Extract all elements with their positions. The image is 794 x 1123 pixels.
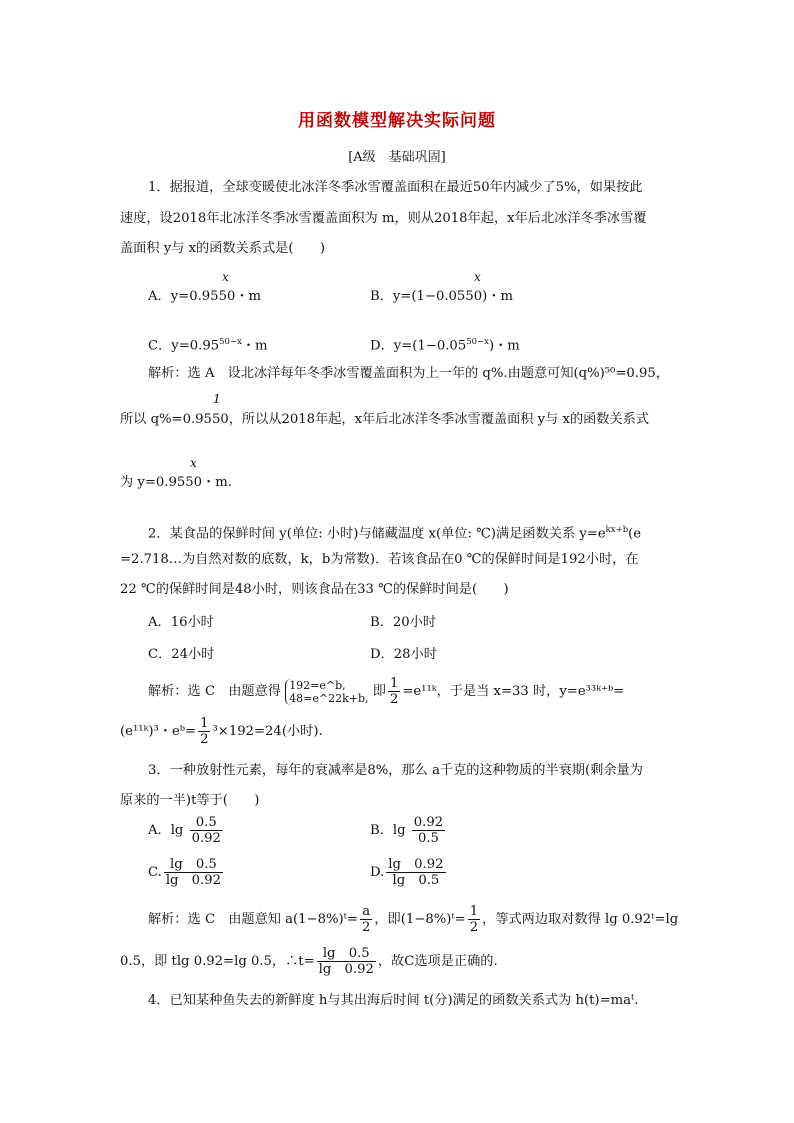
q2-stem-exponent: kx+b <box>605 525 629 535</box>
q3-answer-mid: ，即(1−8%)ᵗ= <box>374 912 466 927</box>
fraction-numerator: lg 0.5 <box>164 857 223 873</box>
q2-answer-mid: 即 <box>372 684 386 699</box>
q3-stem-line1: 3．一种放射性元素，每年的衰减率是8%，那么 a千克的这种物质的半衰期(剩余量为 <box>148 763 643 778</box>
q1-stem-line1: 1．据报道，全球变暖使北冰洋冬季冰雪覆盖面积在最近50年内减少了5%，如果按此 <box>148 180 643 195</box>
q3-answer-fraction-3 <box>317 946 376 977</box>
q1-option-d-base: D．y=(1−0.05 <box>370 338 467 354</box>
q3-answer-tail: ，等式两边取对数得 lg 0.92ᵗ=lg <box>482 912 679 927</box>
section-level: [A级 基础巩固] <box>348 150 446 165</box>
q3-option-b <box>370 815 447 846</box>
q1-option-c-tail: ・m <box>241 338 268 354</box>
q2-stem-line3: 22 ℃的保鲜时间是48小时，则该食品在33 ℃的保鲜时间是( ) <box>120 582 509 597</box>
q3-option-a-prefix: A．lg <box>148 823 184 838</box>
q3-option-a-fraction <box>190 815 223 846</box>
q2-answer-line1 <box>148 676 624 707</box>
q2-equation-system <box>285 679 368 705</box>
fraction-denominator: 0.5 <box>417 831 439 846</box>
q2-option-b: B．20小时 <box>370 615 437 630</box>
page-title: 用函数模型解决实际问题 <box>298 111 496 131</box>
fraction-numerator: 0.92 <box>413 815 444 830</box>
fraction-denominator: 0.92 <box>191 831 221 846</box>
q1-answer-line1: 解析：选 A 设北冰洋每年冬季冰雪覆盖面积为上一年的 q%.由题意可知(q%)⁵⁰=0.95， <box>148 366 669 381</box>
q1-answer-line2: 所以 q%=0.9550，所以从2018年起，x年后北冰洋冬季冰雪覆盖面积 y与 x的函数关系式 <box>120 412 650 427</box>
fraction-denominator: lg 0.92 <box>165 873 222 888</box>
q1-stem-line2: 速度，设2018年北冰洋冬季冰雪覆盖面积为 m，则从2018年起，x年后北冰洋冬季冰雪覆 <box>120 211 647 226</box>
q2-stem-line2: =2.718…为自然对数的底数，k，b为常数)．若该食品在0 ℃的保鲜时间是192小时，在 <box>120 552 639 567</box>
q3-answer-line2-tail: ，故C选项是正确的. <box>377 954 498 969</box>
fraction-numerator: lg 0.5 <box>317 946 376 962</box>
q3-option-c-prefix: C. <box>148 865 162 880</box>
q2-option-c: C．24小时 <box>148 647 215 662</box>
fraction-numerator: 0.5 <box>190 815 223 831</box>
fraction-denominator: 2 <box>469 920 479 935</box>
fraction-numerator: 1 <box>469 904 479 919</box>
q3-answer-line2-text: 0.5，即 tlg 0.92=lg 0.5，∴t= <box>120 954 315 969</box>
q1-answer-line2-exponent: 1 <box>213 392 221 406</box>
q2-answer-fraction <box>388 676 400 707</box>
q1-option-d <box>370 333 520 355</box>
q1-option-b-exponent: x <box>474 270 481 284</box>
q1-answer-line3: 为 y=0.9550・m. <box>120 475 232 490</box>
fraction-denominator: 2 <box>389 692 399 707</box>
fraction-denominator: 2 <box>200 732 209 747</box>
q1-option-c <box>148 333 268 355</box>
q3-answer-intro: 解析：选 C 由题意知 a(1−8%)ᵗ= <box>148 912 358 927</box>
q3-stem-line2: 原来的一半)t等于( ) <box>120 793 260 808</box>
q3-option-d-prefix: D. <box>370 865 385 880</box>
q2-option-a: A．16小时 <box>148 615 214 630</box>
fraction-numerator: lg 0.92 <box>388 857 444 872</box>
q1-answer-line3-exponent: x <box>190 456 197 470</box>
fraction-denominator: lg 0.5 <box>392 873 440 888</box>
fraction-numerator: a <box>360 904 372 920</box>
q3-option-d-fraction <box>386 857 445 888</box>
q2-stem-line1 <box>148 521 641 543</box>
q3-answer-fraction-2 <box>468 904 480 935</box>
q2-answer-intro: 解析：选 C 由题意得 <box>148 684 281 699</box>
q1-option-d-exponent: 50−x <box>466 337 489 347</box>
q2-stem-line1-text: 2．某食品的保鲜时间 y(单位: 小时)与储藏温度 x(单位: ℃)满足函数关系 y=e <box>148 526 606 542</box>
q3-answer-fraction-1 <box>360 904 372 935</box>
q3-answer-line1 <box>148 904 678 935</box>
q2-equation-2: 48=e^22k+b, <box>289 691 369 705</box>
fraction-numerator: 1 <box>389 676 399 691</box>
q2-stem-line1-tail: (e <box>628 526 642 542</box>
q2-answer-line2-tail: ³×192=24(小时). <box>212 724 323 739</box>
q3-option-c-fraction <box>164 857 223 888</box>
q3-option-c <box>148 857 225 888</box>
q2-option-d: D．28小时 <box>370 647 437 662</box>
q1-option-c-exponent: 50−x <box>219 337 242 347</box>
q1-option-c-base: C．y=0.95 <box>148 338 220 354</box>
fraction-denominator: lg 0.92 <box>318 962 374 977</box>
q2-answer-line2-fraction <box>198 716 210 747</box>
fraction-denominator: 2 <box>361 920 371 935</box>
q1-option-b: B．y=(1−0.0550)・m <box>370 289 513 304</box>
q2-equation-1: 192=e^b, <box>289 678 346 692</box>
q3-option-d <box>370 857 448 888</box>
q3-option-b-fraction <box>412 815 445 846</box>
fraction-numerator: 1 <box>200 716 209 731</box>
q2-answer-line2-text: (e¹¹ᵏ)³・eᵇ= <box>120 724 197 739</box>
q3-option-b-prefix: B．lg <box>370 823 406 838</box>
q1-option-a: A．y=0.9550・m <box>148 289 262 304</box>
q1-option-a-exponent: x <box>222 270 229 284</box>
q2-answer-line2 <box>120 716 323 747</box>
q3-answer-line2 <box>120 946 498 977</box>
q4-stem-line1: 4．已知某种鱼失去的新鲜度 h与其出海后时间 t(分)满足的函数关系式为 h(t)=maᵗ. <box>148 993 639 1008</box>
q1-stem-line3: 盖面积 y与 x的函数关系式是( ) <box>120 241 325 256</box>
q3-option-a <box>148 815 225 846</box>
q2-answer-tail: =e¹¹ᵏ，于是当 x=33 时，y=e³³ᵏ⁺ᵇ= <box>402 684 625 699</box>
q1-option-d-tail: )・m <box>488 338 520 354</box>
